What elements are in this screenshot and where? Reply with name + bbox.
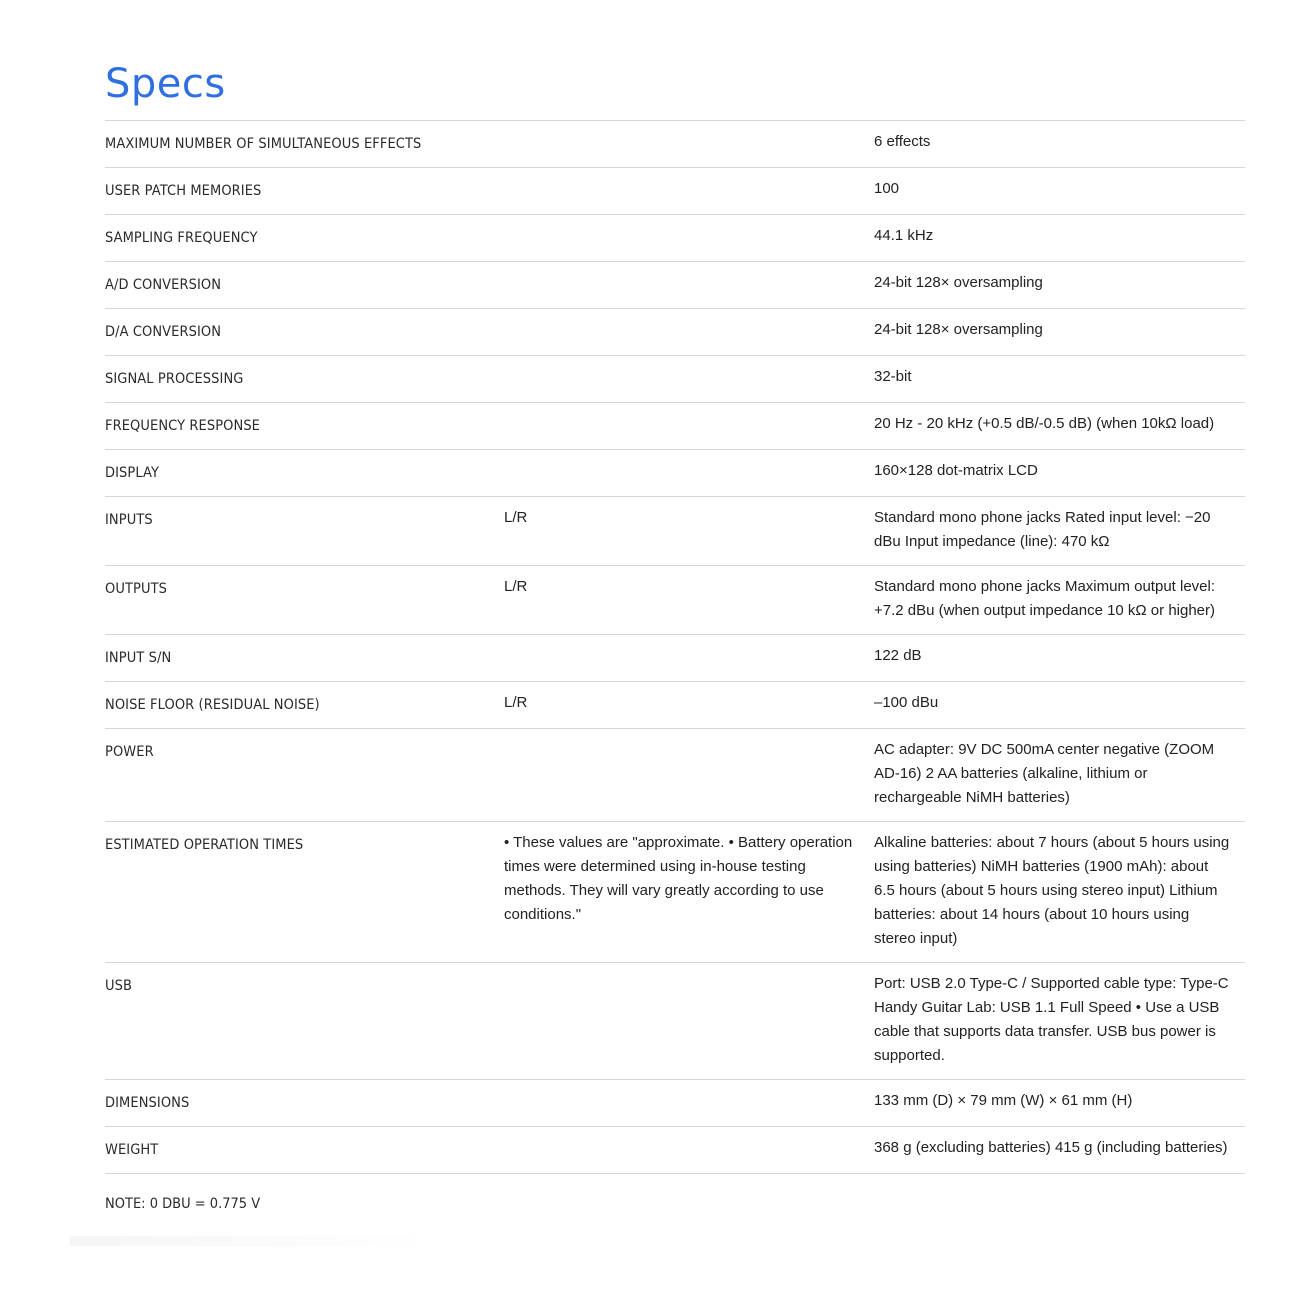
spec-value: 32-bit <box>874 368 912 385</box>
spec-value: 100 <box>874 180 900 197</box>
spec-sub <box>504 130 874 156</box>
spec-row-frequency-response <box>105 403 1245 450</box>
spec-value: 122 dB <box>874 647 922 664</box>
spec-sub <box>504 412 874 438</box>
spec-row-patch-memories <box>105 168 1245 215</box>
spec-value: Alkaline batteries: about 7 hours (about 5 hours using using batteries) NiMH batteries (1900 mAh): about 6.5 hours (about 5 hours using stereo input) Lithium batteries: about 14 hours (about 10 hours using stereo input) <box>874 834 1230 947</box>
spec-label: D/A CONVERSION <box>105 324 222 340</box>
spec-label: SIGNAL PROCESSING <box>105 371 244 387</box>
spec-value: 20 Hz - 20 kHz (+0.5 dB/-0.5 dB) (when 10kΩ load) <box>874 415 1215 432</box>
spec-sub <box>504 459 874 485</box>
spec-value: 24-bit 128× oversampling <box>874 321 1043 338</box>
spec-sub <box>504 1136 874 1162</box>
spec-sub: L/R <box>504 694 528 711</box>
spec-row-display <box>105 450 1245 497</box>
spec-label: OUTPUTS <box>105 581 167 597</box>
spec-sub: L/R <box>504 509 528 526</box>
spec-sub <box>504 365 874 391</box>
spec-label: USER PATCH MEMORIES <box>105 183 262 199</box>
spec-value: 6 effects <box>874 133 931 150</box>
spec-sub <box>504 738 874 810</box>
spec-row-da-conversion <box>105 309 1245 356</box>
spec-label: INPUTS <box>105 512 153 528</box>
spec-value: –100 dBu <box>874 694 939 711</box>
spec-sub <box>504 1089 874 1115</box>
footnote: NOTE: 0 DBU = 0.775 V <box>105 1196 261 1212</box>
spec-row-inputs <box>105 497 1245 566</box>
spec-label: NOISE FLOOR (RESIDUAL NOISE) <box>105 697 320 713</box>
spec-label: INPUT S/N <box>105 650 172 666</box>
spec-value: 24-bit 128× oversampling <box>874 274 1043 291</box>
spec-value: 133 mm (D) × 79 mm (W) × 61 mm (H) <box>874 1092 1133 1109</box>
spec-row-weight <box>105 1127 1245 1174</box>
spec-value: AC adapter: 9V DC 500mA center negative (ZOOM AD-16) 2 AA batteries (alkaline, lithium or rechargeable NiMH batteries) <box>874 741 1215 806</box>
spec-value: Standard mono phone jacks Maximum output level: +7.2 dBu (when output impedance 10 kΩ or higher) <box>874 578 1216 619</box>
spec-value: 44.1 kHz <box>874 227 934 244</box>
spec-row-max-effects <box>105 121 1245 168</box>
spec-row-outputs <box>105 566 1245 635</box>
spec-label: DIMENSIONS <box>105 1095 190 1111</box>
spec-row-operation-times <box>105 822 1245 963</box>
spec-value: Standard mono phone jacks Rated input level: −20 dBu Input impedance (line): 470 kΩ <box>874 509 1211 550</box>
spec-sub: L/R <box>504 578 528 595</box>
spec-label: WEIGHT <box>105 1142 159 1158</box>
spec-value: Port: USB 2.0 Type-C / Supported cable type: Type-C Handy Guitar Lab: USB 1.1 Full Speed • Use a USB cable that supports data transfer. USB bus power is supported. <box>874 975 1229 1064</box>
spec-row-input-sn <box>105 635 1245 682</box>
spec-row-dimensions <box>105 1080 1245 1127</box>
spec-row-signal-processing <box>105 356 1245 403</box>
spec-sub: • These values are "approximate. • Battery operation times were determined using in-house testing methods. They will vary greatly according to use conditions." <box>504 834 853 923</box>
spec-sub <box>504 318 874 344</box>
spec-sub <box>504 271 874 297</box>
spec-value: 160×128 dot-matrix LCD <box>874 462 1038 479</box>
specs-table <box>105 120 1245 1174</box>
spec-sub <box>504 644 874 670</box>
spec-row-usb <box>105 963 1245 1080</box>
section-divider-shadow <box>70 1236 430 1246</box>
spec-row-sampling-frequency <box>105 215 1245 262</box>
spec-label: MAXIMUM NUMBER OF SIMULTANEOUS EFFECTS <box>105 136 422 152</box>
spec-label: DISPLAY <box>105 465 160 481</box>
spec-sub <box>504 972 874 1068</box>
spec-row-power <box>105 729 1245 822</box>
spec-label: POWER <box>105 744 154 760</box>
spec-sub <box>504 177 874 203</box>
spec-value: 368 g (excluding batteries) 415 g (including batteries) <box>874 1139 1228 1156</box>
spec-row-noise-floor <box>105 682 1245 729</box>
spec-label: ESTIMATED OPERATION TIMES <box>105 837 304 853</box>
spec-sub <box>504 224 874 250</box>
spec-label: USB <box>105 978 133 994</box>
spec-label: FREQUENCY RESPONSE <box>105 418 261 434</box>
spec-label: A/D CONVERSION <box>105 277 222 293</box>
spec-row-ad-conversion <box>105 262 1245 309</box>
page-title: Specs <box>105 61 226 107</box>
spec-label: SAMPLING FREQUENCY <box>105 230 258 246</box>
